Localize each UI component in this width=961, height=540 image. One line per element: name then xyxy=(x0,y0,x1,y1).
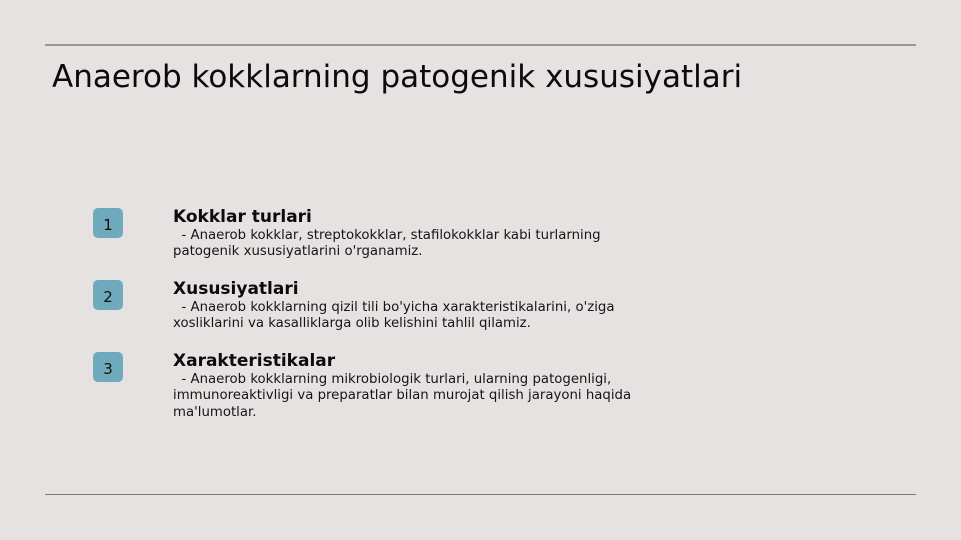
item-description: - Anaerob kokklar, streptokokklar, stafilokokklar kabi turlarning patogenik xususiyatlarini o'rganamiz. xyxy=(173,228,601,260)
item-title: Xarakteristikalar xyxy=(173,351,336,371)
list-item-kokklar-turlari xyxy=(173,207,693,261)
item-number-badge-2: 2 xyxy=(93,280,123,310)
item-description: - Anaerob kokklarning mikrobiologik turlari, ularning patogenligi, immunoreaktivligi va preparatlar bilan murojat qilish jarayoni haqida ma'lumotlar. xyxy=(173,372,632,420)
list-item-xarakteristikalar xyxy=(173,351,693,421)
bottom-divider xyxy=(45,494,916,495)
list-item-xususiyatlari xyxy=(173,279,693,333)
top-divider xyxy=(45,44,916,46)
item-title: Xususiyatlari xyxy=(173,279,299,299)
item-description: - Anaerob kokklarning qizil tili bo'yicha xarakteristikalarini, o'ziga xosliklarini va kasalliklarga olib kelishini tahlil qilamiz. xyxy=(173,300,615,332)
item-number-badge-3: 3 xyxy=(93,352,123,382)
slide-title: Anaerob kokklarning patogenik xususiyatlari xyxy=(52,59,743,95)
item-title: Kokklar turlari xyxy=(173,207,312,227)
item-number-badge-1: 1 xyxy=(93,208,123,238)
